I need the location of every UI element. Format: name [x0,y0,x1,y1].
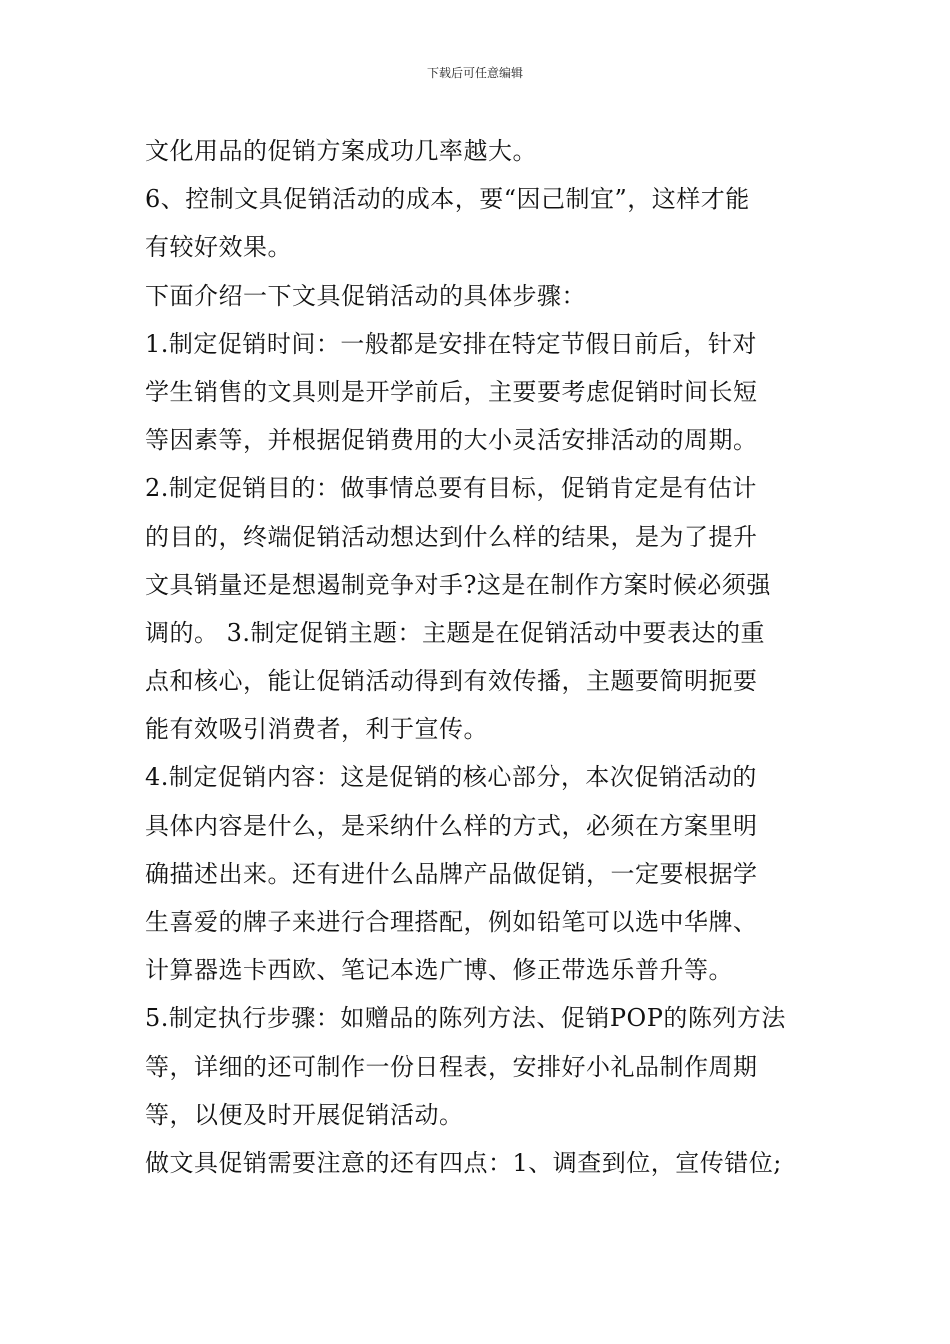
text-line: 5.制定执行步骤：如赠品的陈列方法、促销POP的陈列方法 [145,1004,786,1033]
page-header: 下载后可任意编辑 [426,66,523,80]
text-line: 4.制定促销内容：这是促销的核心部分，本次促销活动的 [145,763,757,792]
text-line: 点和核心，能让促销活动得到有效传播，主题要简明扼要 [145,667,758,696]
text-line: 生喜爱的牌子来进行合理搭配，例如铅笔可以选中华牌、 [145,908,758,936]
text-line: 等，详细的还可制作一份日程表，安排好小礼品制作周期 [145,1052,758,1081]
text-line: 等因素等，并根据促销费用的大小灵活安排活动的周期。 [145,426,758,455]
text-line: 确描述出来。还有进什么品牌产品做促销，一定要根据学 [145,859,758,888]
text-line: 2.制定促销目的：做事情总要有目标，促销肯定是有估计 [145,474,757,503]
text-line: 计算器选卡西欧、笔记本选广博、修正带选乐普升等。 [145,956,733,985]
text-line: 有较好效果。 [145,233,292,262]
text-line: 能有效吸引消费者，利于宣传。 [145,715,488,744]
text-line: 的目的，终端促销活动想达到什么样的结果，是为了提升 [145,522,758,551]
text-line: 具体内容是什么，是采纳什么样的方式，必须在方案里明 [145,811,758,840]
text-line: 文化用品的促销方案成功几率越大。 [145,137,537,165]
text-line: 下面介绍一下文具促销活动的具体步骤： [145,281,586,310]
text-line: 1.制定促销时间：一般都是安排在特定节假日前后，针对 [145,329,757,358]
text-line: 做文具促销需要注意的还有四点：1、调查到位，宣传错位; [145,1148,782,1177]
text-line: 6、控制文具促销活动的成本，要“因己制宜”，这样才能 [145,185,750,214]
text-line: 文具销量还是想遏制竞争对手?这是在制作方案时候必须强 [145,570,771,599]
text-line: 等，以便及时开展促销活动。 [145,1100,464,1129]
text-line: 调的。 3.制定促销主题：主题是在促销活动中要表达的重 [145,618,766,647]
document-body [145,127,825,1187]
text-line: 学生销售的文具则是开学前后，主要要考虑促销时间长短 [145,377,758,406]
